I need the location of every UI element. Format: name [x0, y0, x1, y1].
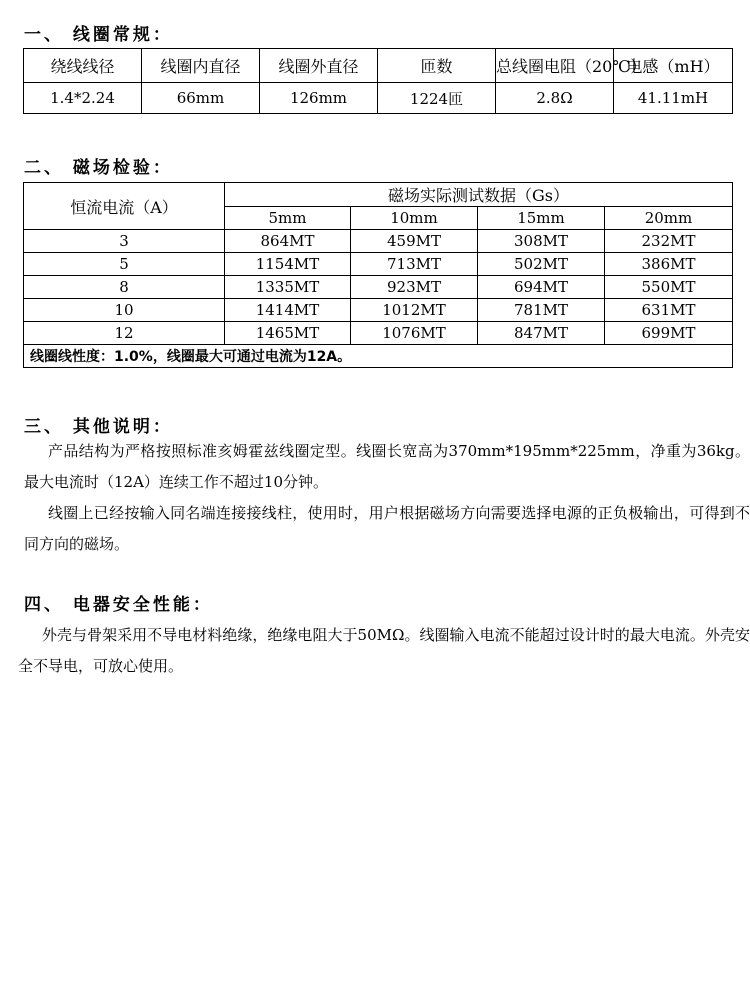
table-row — [24, 253, 733, 276]
field-cell: 232MT — [605, 230, 733, 253]
structure-paragraph: 产品结构为严格按照标准亥姆霍兹线圈定型。线圈长宽高为370mm*195mm*225mm，净重为36kg。最大电流时（12A）连续工作不超过10分钟。 — [24, 442, 750, 491]
table-row — [24, 322, 733, 345]
header-inductance: 电感（mH） — [614, 49, 733, 83]
coil-spec-table — [23, 48, 733, 114]
field-cell: 713MT — [351, 253, 478, 276]
current-cell: 5 — [24, 253, 225, 276]
header-distance-15mm: 15mm — [478, 207, 605, 230]
section1-heading: 一、 线圈常规： — [24, 25, 173, 45]
value-resistance: 2.8Ω — [496, 83, 614, 114]
section2-heading: 二、 磁场检验： — [24, 158, 173, 178]
field-cell: 502MT — [478, 253, 605, 276]
header-distance-10mm: 10mm — [351, 207, 478, 230]
field-cell: 923MT — [351, 276, 478, 299]
current-cell: 8 — [24, 276, 225, 299]
value-inner-diameter: 66mm — [142, 83, 260, 114]
header-turns: 匝数 — [378, 49, 496, 83]
field-cell: 864MT — [225, 230, 351, 253]
field-cell: 1465MT — [225, 322, 351, 345]
section4-heading: 四、 电器安全性能： — [24, 595, 213, 615]
header-distance-5mm: 5mm — [225, 207, 351, 230]
current-cell: 10 — [24, 299, 225, 322]
table-row — [24, 276, 733, 299]
header-field-data: 磁场实际测试数据（Gs） — [225, 183, 733, 207]
field-cell: 1076MT — [351, 322, 478, 345]
field-cell: 1335MT — [225, 276, 351, 299]
current-cell: 12 — [24, 322, 225, 345]
table-header-row — [24, 183, 733, 207]
table-row — [24, 299, 733, 322]
field-cell: 1154MT — [225, 253, 351, 276]
field-cell: 694MT — [478, 276, 605, 299]
value-wire-diameter: 1.4*2.24 — [24, 83, 142, 114]
field-cell: 847MT — [478, 322, 605, 345]
header-outer-diameter: 线圈外直径 — [260, 49, 378, 83]
magnetic-field-table — [23, 182, 733, 368]
header-distance-20mm: 20mm — [605, 207, 733, 230]
safety-paragraph: 外壳与骨架采用不导电材料绝缘，绝缘电阻大于50MΩ。线圈输入电流不能超过设计时的最大电流。外壳安全不导电，可放心使用。 — [18, 626, 750, 675]
section3-heading: 三、 其他说明： — [24, 417, 173, 437]
field-cell: 1012MT — [351, 299, 478, 322]
linearity-note: 线圈线性度：1.0%，线圈最大可通过电流为12A。 — [24, 345, 733, 368]
wiring-paragraph: 线圈上已经按输入同名端连接接线柱，使用时，用户根据磁场方向需要选择电源的正负极输出，可得到不同方向的磁场。 — [24, 504, 750, 553]
field-cell: 386MT — [605, 253, 733, 276]
table-row — [24, 230, 733, 253]
table-row — [24, 83, 733, 114]
header-resistance: 总线圈电阻（20℃） — [496, 49, 614, 83]
value-turns: 1224匝 — [378, 83, 496, 114]
field-cell: 1414MT — [225, 299, 351, 322]
current-cell: 3 — [24, 230, 225, 253]
header-current: 恒流电流（A） — [24, 183, 225, 230]
field-cell: 308MT — [478, 230, 605, 253]
table-note-row — [24, 345, 733, 368]
value-inductance: 41.11mH — [614, 83, 733, 114]
header-wire-diameter: 绕线线径 — [24, 49, 142, 83]
field-cell: 631MT — [605, 299, 733, 322]
field-cell: 699MT — [605, 322, 733, 345]
header-inner-diameter: 线圈内直径 — [142, 49, 260, 83]
field-cell: 781MT — [478, 299, 605, 322]
value-outer-diameter: 126mm — [260, 83, 378, 114]
field-cell: 459MT — [351, 230, 478, 253]
table-header-row — [24, 49, 733, 83]
field-cell: 550MT — [605, 276, 733, 299]
